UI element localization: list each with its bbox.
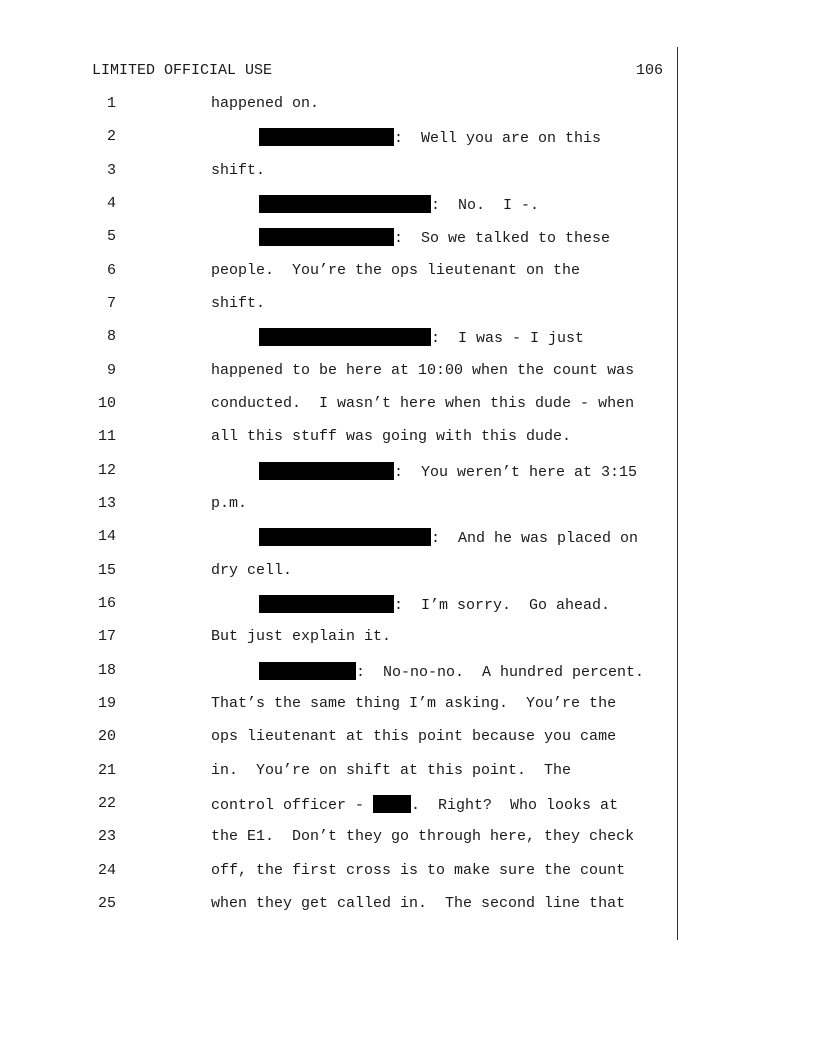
transcript-line	[0, 595, 816, 615]
redacted-speaker-name	[259, 595, 394, 613]
line-number: 7	[106, 295, 116, 312]
transcript-line	[0, 428, 816, 448]
transcript-line	[0, 562, 816, 582]
line-number: 14	[97, 528, 116, 545]
line-text: shift.	[211, 162, 266, 179]
line-text: : No-no-no. A hundred percent.	[356, 664, 645, 681]
line-number: 19	[97, 695, 116, 712]
transcript-line	[0, 328, 816, 348]
line-number: 20	[97, 728, 116, 745]
transcript-line	[0, 528, 816, 548]
line-number: 22	[97, 795, 116, 812]
line-number: 3	[106, 162, 116, 179]
line-text: : I’m sorry. Go ahead.	[394, 597, 611, 614]
line-number: 9	[106, 362, 116, 379]
line-text: That’s the same thing I’m asking. You’re the	[211, 695, 617, 712]
line-number: 18	[97, 662, 116, 679]
transcript-line	[0, 495, 816, 515]
line-number: 4	[106, 195, 116, 212]
line-number: 2	[106, 128, 116, 145]
line-text: p.m.	[211, 495, 248, 512]
transcript-line	[0, 95, 816, 115]
line-number: 15	[97, 562, 116, 579]
redacted-speaker-name	[259, 462, 394, 480]
speaker-line	[259, 462, 637, 481]
speaker-line	[259, 528, 638, 547]
transcript-line	[0, 628, 816, 648]
line-text: ops lieutenant at this point because you came	[211, 728, 617, 745]
line-text: happened to be here at 10:00 when the count was	[211, 362, 635, 379]
line-number: 10	[97, 395, 116, 412]
line-text: people. You’re the ops lieutenant on the	[211, 262, 581, 279]
transcript-line	[0, 728, 816, 748]
classification-header: LIMITED OFFICIAL USE	[92, 62, 273, 79]
transcript-line	[0, 362, 816, 382]
redacted-speaker-name	[259, 328, 431, 346]
speaker-line	[259, 662, 644, 681]
line-number: 12	[97, 462, 116, 479]
transcript-line	[0, 762, 816, 782]
line-text-after-redaction: . Right? Who looks at	[411, 797, 619, 814]
redacted-speaker-name	[259, 228, 394, 246]
redacted-speaker-name	[259, 662, 356, 680]
speaker-line	[259, 228, 610, 247]
speaker-line	[259, 595, 610, 614]
redacted-speaker-name	[259, 128, 394, 146]
transcript-line	[0, 295, 816, 315]
transcript-line	[0, 462, 816, 482]
transcript-line	[0, 695, 816, 715]
line-text: when they get called in. The second line that	[211, 895, 626, 912]
line-text: : No. I -.	[431, 197, 540, 214]
transcript-line	[0, 862, 816, 882]
transcript-line	[0, 662, 816, 682]
line-number: 24	[97, 862, 116, 879]
line-text: conducted. I wasn’t here when this dude - when	[211, 395, 635, 412]
redacted-name	[373, 795, 411, 813]
transcript-line	[0, 128, 816, 148]
transcript-line	[0, 795, 816, 815]
line-text: But just explain it.	[211, 628, 392, 645]
speaker-line	[259, 328, 584, 347]
line-text: : Well you are on this	[394, 130, 602, 147]
speaker-line	[259, 195, 539, 214]
line-text: in. You’re on shift at this point. The	[211, 762, 572, 779]
line-number: 13	[97, 495, 116, 512]
line-number: 8	[106, 328, 116, 345]
line-number: 16	[97, 595, 116, 612]
line-text	[211, 795, 618, 814]
transcript-line	[0, 228, 816, 248]
page-number: 106	[636, 62, 664, 79]
line-text: dry cell.	[211, 562, 293, 579]
line-number: 17	[97, 628, 116, 645]
transcript-line	[0, 895, 816, 915]
line-text: the E1. Don’t they go through here, they check	[211, 828, 635, 845]
line-text: shift.	[211, 295, 266, 312]
line-text: : I was - I just	[431, 330, 585, 347]
redacted-speaker-name	[259, 195, 431, 213]
line-text: all this stuff was going with this dude.	[211, 428, 572, 445]
line-text: : So we talked to these	[394, 230, 611, 247]
line-text-before-redaction: control officer -	[211, 797, 374, 814]
line-number: 5	[106, 228, 116, 245]
line-text: off, the first cross is to make sure the count	[211, 862, 626, 879]
line-number: 11	[97, 428, 116, 445]
speaker-line	[259, 128, 601, 147]
transcript-line	[0, 195, 816, 215]
transcript-line	[0, 162, 816, 182]
line-number: 1	[106, 95, 116, 112]
line-number: 23	[97, 828, 116, 845]
line-number: 6	[106, 262, 116, 279]
line-text: : You weren’t here at 3:15	[394, 464, 638, 481]
redacted-speaker-name	[259, 528, 431, 546]
transcript-line	[0, 262, 816, 282]
transcript-line	[0, 395, 816, 415]
line-number: 25	[97, 895, 116, 912]
transcript-line	[0, 828, 816, 848]
line-text: : And he was placed on	[431, 530, 639, 547]
line-text: happened on.	[211, 95, 320, 112]
line-number: 21	[97, 762, 116, 779]
